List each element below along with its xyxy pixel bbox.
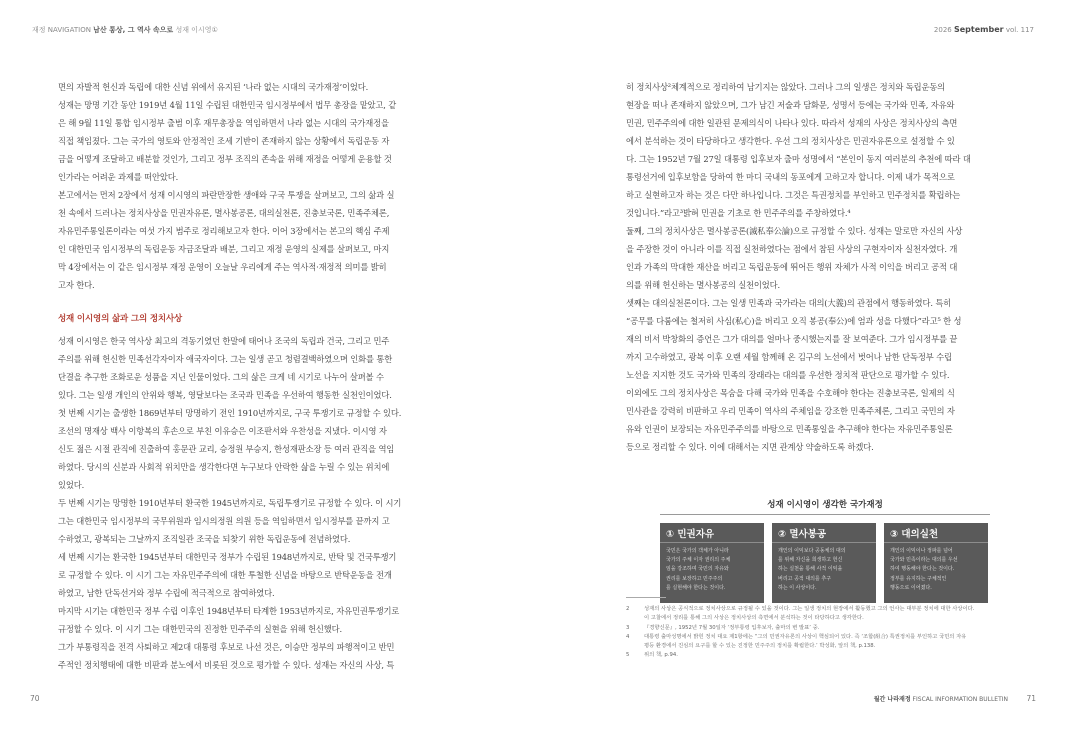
paragraph-line: 자유민주통일론이라는 여섯 가지 범주로 정리해보고자 한다. 이어 3장에서는 본고의 핵심 주제 xyxy=(58,226,390,236)
paragraph-line: 하고 실현하고자 하는 것은 다만 하나입니다. 그것은 특권정치를 부인하고 민주정치를 확립하는 xyxy=(626,190,961,200)
concept-line: 국민은 국가의 객체가 아니라 xyxy=(666,548,729,554)
running-head-right xyxy=(934,25,1034,34)
issue-month: September xyxy=(953,25,1004,34)
concept-line: 권리를 보장하고 민주주의 xyxy=(666,575,723,582)
concept-line: 를 위해 자신을 희생하고 헌신 xyxy=(778,557,843,564)
concept-line: 국가와 민족이라는 대의를 우선 xyxy=(890,557,958,564)
concept-line: 정부를 유지하는 구체적인 xyxy=(890,575,947,582)
concept-line: 행동으로 이어졌다. xyxy=(890,584,932,591)
concept-line: 버리고 공적 대의를 추구 xyxy=(778,575,832,582)
paragraph-line: 있었다. xyxy=(58,480,85,490)
footnote-text xyxy=(644,605,974,624)
paragraph-line: 통령선거에 입후보함을 당하여 한 마디 국내의 동포에게 고하고자 합니다. 이제 내가 목적으로 xyxy=(626,172,955,182)
concept-line: 하여 행동해야 한다는 것이다. xyxy=(890,566,955,573)
footnote-item xyxy=(626,624,1020,633)
paragraph-line: 신도 젊은 시절 관직에 진출하여 홍문관 교리, 승정원 부승지, 한성재판소장 등 여러 관직을 역임 xyxy=(58,444,395,454)
footnote-line: 평등 환경에서 진심의 요구를 할 수 있는 진정한 민주주의 정치를 확립한다.’ 박성화, 앞의 책, p.138. xyxy=(644,643,876,650)
concept-description xyxy=(884,543,988,597)
concept-description xyxy=(660,543,764,597)
concept-box-myeolsa xyxy=(772,523,876,603)
concept-line: 임을 강조하며 국민의 자유와 xyxy=(666,566,729,573)
footnote-text xyxy=(644,651,678,660)
diagram-title: 성재 이시영이 생각한 국가재정 xyxy=(767,500,883,510)
paragraph-line: “공무를 다룸에는 철저히 사심(私心)을 버리고 오직 봉공(奉公)에 엄과 성을 다했다”라고⁵ 한 성 xyxy=(626,316,962,326)
paragraph-line: 히 정치사상²체계적으로 정리하여 남기지는 않았다. 그러나 그의 일생은 정치와 독립운동의 xyxy=(626,82,946,92)
section-label: 재정 NAVIGATION xyxy=(32,26,91,34)
paragraph-line: 마지막 시기는 대한민국 정부 수립 이후인 1948년부터 타계한 1953년까지로, 자유민권투쟁기로 xyxy=(58,606,400,616)
concept-box-minkwon xyxy=(660,523,764,603)
footnote-line: 위의 책, p.94. xyxy=(644,652,678,659)
footnote-number: 3 xyxy=(626,624,630,631)
footnote-item xyxy=(626,605,1020,624)
paragraph-line: 천 속에서 드러나는 정치사상을 민권자유론, 멸사봉공론, 대의실천론, 진충보국론, 민족주체론, xyxy=(58,208,390,218)
footnotes xyxy=(626,605,1020,661)
paragraph-line: 인가라는 어려운 과제를 떠안았다. xyxy=(58,172,179,182)
paragraph-line: 민권, 민주주의에 대한 일관된 문제의식이 나타나 있다. 따라서 성재의 사상은 정치사상의 측면 xyxy=(626,118,958,128)
concept-line: 개인의 이익보다 공동체의 대의 xyxy=(778,548,846,554)
paragraph-line: 이외에도 그의 정치사상은 목숨을 다해 국가와 민족을 수호해야 한다는 진충보국론, 일제의 식 xyxy=(626,388,955,398)
footnote-line: 『경향신문』, 1952년 7월 30일자 ‘정부통령 입후보자, 출마의 변 발표’ 중. xyxy=(644,624,820,631)
right-column-text xyxy=(626,78,1020,456)
paragraph-line: 은 해 9월 11일 통합 임시정부 출범 이후 재무총장을 역임하면서 나라 없는 시대의 국가재정을 xyxy=(58,118,389,128)
paragraph-line: 성재 이시영은 한국 역사상 최고의 격동기였던 한말에 태어나 조국의 독립과 건국, 그리고 민주 xyxy=(58,336,390,346)
paragraph-line: 있다. 그는 일생 개인의 안위와 행복, 영달보다는 조국과 민족을 우선하여 행동한 실천인이었다. xyxy=(58,390,392,400)
paragraph-line: 셋째는 대의실천론이다. 그는 일생 민족과 국가라는 대의(大義)의 관점에서 행동하였다. 특히 xyxy=(626,298,952,308)
concept-heading: ① 민권자유 xyxy=(660,523,764,543)
concept-line: 하는 이 사상이다. xyxy=(778,584,817,591)
footnote-text xyxy=(644,633,966,652)
paragraph-line: 주적인 정치행태에 대한 비판과 분노에서 비롯된 것으로 평가할 수 있다. 성재는 자신의 사상, 특 xyxy=(58,660,395,670)
concept-line: 를 실현해야 한다는 것이다. xyxy=(666,584,726,591)
paragraph-line: 하였고, 남한 단독선거와 정부 수립에 적극적으로 참여하였다. xyxy=(58,588,275,598)
paragraph-line: 로 규정할 수 있다. 이 시기 그는 자유민주주의에 대한 투철한 신념을 바탕으로 반탁운동을 전개 xyxy=(58,570,392,580)
concept-heading: ② 멸사봉공 xyxy=(772,523,876,543)
concept-line: 하는 실천을 통해 사적 이익을 xyxy=(778,566,843,573)
concept-line: 개인의 이익이나 정파를 넘어 xyxy=(890,548,953,554)
footnote-number: 2 xyxy=(626,606,630,612)
paragraph-line: 그는 대한민국 임시정부의 국무위원과 임시의정원 의원 등을 역임하면서 임시정부를 끝까지 고 xyxy=(58,516,390,526)
paragraph-line: 성재는 망명 기간 동안 1919년 4월 11일 수립된 대한민국 임시정부에서 법무 총장을 맡았고, 같 xyxy=(58,100,397,110)
concept-description xyxy=(772,543,876,597)
footnote-line: 이 고찰에서 정리를 통해 그의 사상은 정치사상의 측면에서 분석하는 것이 타당하다고 생각한다. xyxy=(644,615,864,622)
paragraph-line: 을 주장한 것이 아니라 이를 직접 실천하였다는 점에서 참된 사상의 구현자이자 실천자였다. 개 xyxy=(626,244,958,254)
paragraph-line: 노선을 지지한 것도 국가와 민족의 장래라는 대의를 우선한 정치적 판단으로 평가할 수 있다. xyxy=(626,370,950,380)
footnote-number: 5 xyxy=(626,652,630,659)
paragraph-line: 것입니다.”라고³밝혀 민권을 기초로 한 민주주의를 주창하였다.⁴ xyxy=(626,208,851,218)
paragraph-line: 그가 부통령직을 전격 사퇴하고 제2대 대통령 후보로 나선 것은, 이승만 정부의 파행적이고 반민 xyxy=(58,642,395,652)
diagram-divider xyxy=(660,514,990,515)
paragraph-line: 수하였고, 광복되는 그날까지 조직일관 조국을 되찾기 위한 독립운동에 전념하였다. xyxy=(58,534,351,544)
page-number-right: 71 xyxy=(1026,694,1036,703)
paragraph-line: 단결을 추구한 조화로운 성품을 지닌 인물이었다. 그의 삶은 크게 네 시기로 나누어 살펴볼 수 xyxy=(58,372,384,382)
paragraph-line: 다. 그는 1952년 7월 27일 대통령 입후보자 출마 성명에서 “본인이 동지 여러분의 추천에 따라 대 xyxy=(626,154,971,164)
paragraph-line: 직접 책임졌다. 그는 국가의 영토와 안정적인 조세 기반이 존재하지 않는 상황에서 독립운동 자 xyxy=(58,136,390,146)
paragraph-line: 재의 비서 박창화의 증언은 그가 대의를 얼마나 중시했는지를 잘 보여준다. 그가 임시정부를 끝 xyxy=(626,334,958,344)
section-heading: 성재 이시영의 삶과 그의 정치사상 xyxy=(58,314,183,324)
fiscal-concept-diagram xyxy=(660,498,990,591)
issue-volume: vol. 117 xyxy=(1005,26,1034,34)
bulletin-name-en: FISCAL INFORMATION BULLETIN xyxy=(912,696,1008,703)
paragraph-line: 까지 고수하였고, 광복 이후 오랜 세월 함께해 온 김구의 노선에서 벗어나 남한 단독정부 수립 xyxy=(626,352,952,362)
paragraph-line: 의를 위해 헌신하는 멸사봉공의 실천이었다. xyxy=(626,280,781,290)
series-title: 남산 통상, 그 역사 속으로 xyxy=(93,26,174,34)
concept-box-daeui xyxy=(884,523,988,603)
footnote-text xyxy=(644,624,819,633)
paragraph-line: 막 4장에서는 이 같은 임시정부 재정 운영이 오늘날 우리에게 주는 역사적·재정적 의미를 밝히 xyxy=(58,262,387,272)
paragraph-line: 인과 가족의 막대한 재산을 버리고 독립운동에 뛰어든 행위 자체가 사적 이익을 버리고 공적 대 xyxy=(626,262,958,272)
paragraph-line: 민사관을 강력히 비판하고 우리 민족이 역사의 주체임을 강조한 민족주체론, 그리고 국민의 자 xyxy=(626,406,955,416)
paragraph-line: 둘째, 그의 정치사상은 멸사봉공론(滅私奉公論)으로 규정할 수 있다. 성재는 말로만 자신의 사상 xyxy=(626,226,963,236)
paragraph-line: 세 번째 시기는 환국한 1945년부터 대한민국 정부가 수립된 1948년까지로, 반탁 및 건국투쟁기 xyxy=(58,552,397,562)
footnote-item xyxy=(626,633,1020,652)
article-subtitle: 성재 이시영① xyxy=(175,26,218,34)
concept-line: 국가의 주체 이자 권리의 주체 xyxy=(666,557,731,564)
footnote-line: 성재의 사상은 공식적으로 정치사상으로 규정될 수 있을 것이다. 그는 일생 정치의 현장에서 활동했고 그의 언사는 대부분 정치에 대한 사상이다. xyxy=(644,606,975,612)
paragraph-line: 규정할 수 있다. 이 시기 그는 대한민국의 진정한 민주주의 실현을 위해 헌신했다. xyxy=(58,624,343,634)
paragraph-line: 유와 인권이 보장되는 자유민주주의를 바탕으로 민족통일을 추구해야 한다는 자유민주통일론 xyxy=(626,424,953,434)
paragraph-line: 등으로 정리할 수 있다. 이에 대해서는 지면 관계상 약술하도록 하겠다. xyxy=(626,442,874,452)
paragraph-line: 조선의 명재상 백사 이항복의 후손으로 부친 이유승은 이조판서와 우찬성을 지냈다. 이시영 자 xyxy=(58,426,387,436)
footnote-line: 대통령 출마성명에서 밝힌 정치 대요 제1항에는 “그의 민권자유론의 사상이 핵심되어 있다. 즉 ‘조합(組合) 특권정치를 부인하고 국민의 자유 xyxy=(644,633,967,640)
paragraph-line: 본고에서는 먼저 2장에서 성재 이시영의 파란만장한 생애와 구국 투쟁을 살펴보고, 그의 삶과 실 xyxy=(58,190,395,200)
paragraph-line: 고자 한다. xyxy=(58,280,95,290)
paragraph-line: 에서 분석하는 것이 타당하다고 생각한다. 우선 그의 정치사상은 민권자유론으로 설정할 수 있 xyxy=(626,136,955,146)
issue-year: 2026 xyxy=(933,26,952,34)
paragraph-line: 금을 어떻게 조달하고 배분할 것인가, 그리고 정부 조직의 존속을 위해 재정을 어떻게 운용할 것 xyxy=(58,154,392,164)
paragraph-line: 현장을 떠나 존재하지 않았으며, 그가 남긴 저술과 담화문, 성명서 등에는 국가와 민족, 자유와 xyxy=(626,100,955,110)
running-head-left xyxy=(32,25,218,35)
footnote-item xyxy=(626,651,1020,660)
paragraph-line: 두 번째 시기는 망명한 1910년부터 환국한 1945년까지로, 독립투쟁기로 규정할 수 있다. 이 시기 xyxy=(58,498,402,508)
paragraph-line: 인 대한민국 임시정부의 독립운동 자금조달과 배분, 그리고 재정 운영의 실제를 살펴보고, 마지 xyxy=(58,244,390,254)
footnote-number: 4 xyxy=(626,633,630,640)
bulletin-name xyxy=(874,694,1008,703)
paragraph-line: 첫 번째 시기는 출생한 1869년부터 망명하기 전인 1910년까지로, 구국 투쟁기로 규정할 수 있다. xyxy=(58,408,402,418)
bulletin-name-kr: 월간 나라재정 xyxy=(873,696,911,703)
concept-heading: ③ 대의실천 xyxy=(884,523,988,543)
paragraph-line: 면의 자발적 헌신과 독립에 대한 신념 위에서 유지된 ‘나라 없는 시대의 국가재정’이었다. xyxy=(58,82,369,92)
paragraph-line: 하였다. 당시의 신분과 사회적 위치만을 생각한다면 누구보다 안락한 삶을 누릴 수 있는 위치에 xyxy=(58,462,390,472)
page-number-left: 70 xyxy=(30,694,40,703)
paragraph-line: 주의를 위해 헌신한 민족선각자이자 애국자이다. 그는 일생 곧고 청렴결백하였으며 인화를 통한 xyxy=(58,354,393,364)
footnote-rule xyxy=(626,597,666,598)
left-column-text xyxy=(58,78,442,674)
